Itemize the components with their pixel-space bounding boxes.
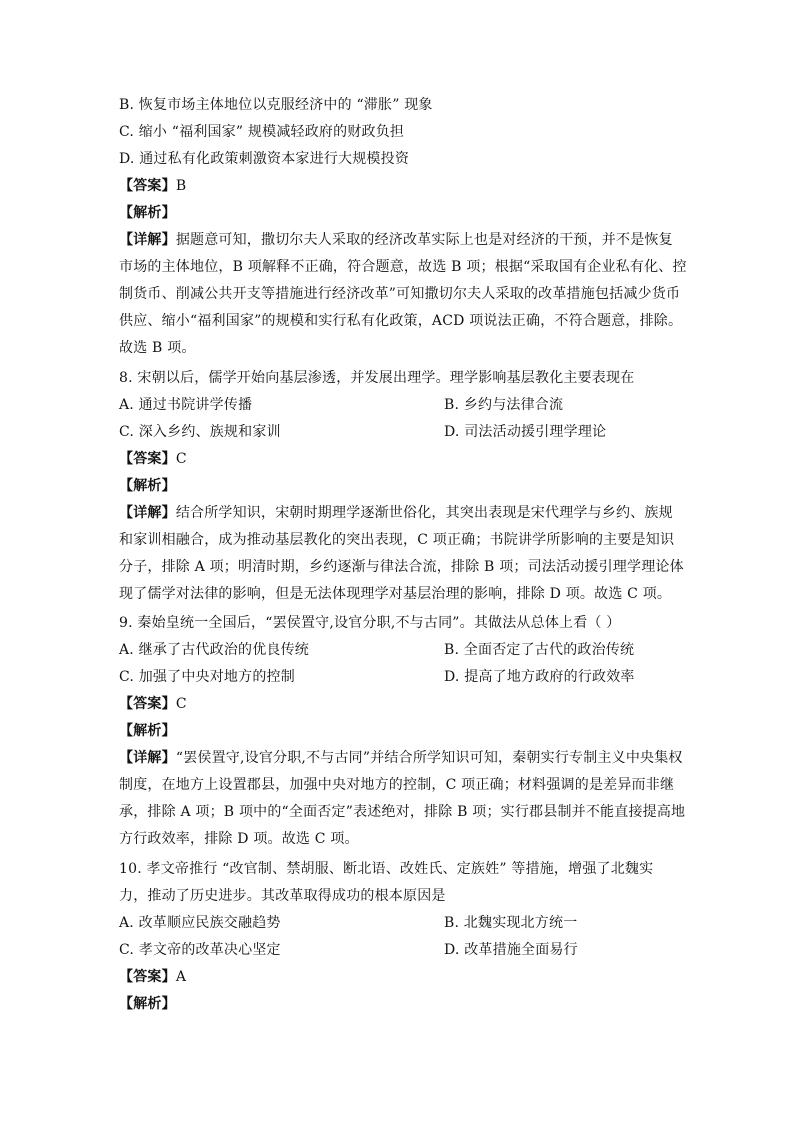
q8-option-d: D. 司法活动援引理学理论 — [444, 424, 607, 440]
detail-label: 【详解】 — [119, 505, 176, 521]
q8-option-a: A. 通过书院讲学传播 — [119, 397, 253, 413]
q9-analysis-label: 【解析】 — [119, 723, 176, 739]
q10-option-c: C. 孝文帝的改革决心坚定 — [119, 942, 281, 958]
answer-label: 【答案】 — [119, 178, 176, 194]
q7-detail-line: 制货币、削减公共开支等措施进行经济改革”可知撒切尔夫人采取的改革措施包括减少货币 — [119, 286, 681, 302]
answer-label: 【答案】 — [119, 451, 176, 467]
q10-analysis-label: 【解析】 — [119, 996, 176, 1012]
q10-option-d: D. 改革措施全面易行 — [444, 942, 578, 958]
q8-option-c: C. 深入乡约、族规和家训 — [119, 424, 281, 440]
detail-text: 据题意可知，撒切尔夫人采取的经济改革实际上也是对经济的干预，并不是恢复 — [175, 232, 673, 248]
q10-stem-line: 力，推动了历史进步。其改革取得成功的根本原因是 — [119, 888, 446, 904]
answer-label: 【答案】 — [119, 969, 176, 985]
q7-detail-line: 供应、缩小“福利国家”的规模和实行私有化政策，ACD 项说法正确，不符合题意，排除。 — [119, 313, 683, 329]
q8-detail-line: 分子，排除 A 项；明清时期，乡约逐渐与律法合流，排除 B 项；司法活动援引理学理论体 — [119, 559, 684, 575]
q8-detail-line: 现了儒学对法律的影响，但是无法体现理学对基层治理的影响，排除 D 项。故选 C 项。 — [119, 586, 672, 602]
answer-label: 【答案】 — [119, 696, 176, 712]
q9-option-c: C. 加强了中央对地方的控制 — [119, 669, 295, 685]
answer-value: C — [175, 451, 187, 467]
q7-option-c: C. 缩小 “福利国家” 规模减轻政府的财政负担 — [119, 124, 405, 140]
answer-value: A — [175, 969, 187, 985]
detail-label: 【详解】 — [119, 232, 176, 248]
q8-option-b: B. 乡约与法律合流 — [444, 397, 564, 413]
q7-detail-line — [119, 230, 673, 250]
answer-value: C — [175, 696, 187, 712]
q10-option-b: B. 北魏实现北方统一 — [444, 915, 578, 931]
q9-detail-line — [119, 748, 683, 768]
q7-option-d: D. 通过私有化政策刺激资本家进行大规模投资 — [119, 151, 410, 167]
q10-option-a: A. 改革顺应民族交融趋势 — [119, 915, 281, 931]
q8-answer — [119, 449, 187, 469]
q7-option-b: B. 恢复市场主体地位以克服经济中的 “滞胀” 现象 — [119, 97, 433, 113]
q7-detail-line: 故选 B 项。 — [119, 340, 196, 356]
q7-answer — [119, 176, 186, 196]
q9-option-a: A. 继承了古代政治的优良传统 — [119, 642, 310, 658]
q10-stem-line: 10. 孝文帝推行 “改官制、禁胡服、断北语、改姓氏、定族姓” 等措施，增强了北魏实 — [119, 861, 654, 877]
q9-detail-line: 承，排除 A 项；B 项中的“全面否定”表述绝对，排除 B 项；实行郡县制并不能直接提高地 — [119, 804, 686, 820]
q9-stem: 9. 秦始皇统一全国后，“罢侯置守,设官分职,不与古同”。其做法从总体上看（ ） — [119, 615, 621, 631]
q7-detail-line: 市场的主体地位，B 项解释不正确，符合题意，故选 B 项；根据“采取国有企业私有化、控 — [119, 259, 687, 275]
q9-option-b: B. 全面否定了古代的政治传统 — [444, 642, 635, 658]
q9-detail-line: 方行政效率，排除 D 项。故选 C 项。 — [119, 831, 359, 847]
q9-option-d: D. 提高了地方政府的行政效率 — [444, 669, 635, 685]
detail-text: 结合所学知识，宋朝时期理学逐渐世俗化，其突出表现是宋代理学与乡约、族规 — [175, 505, 673, 521]
q9-detail-line: 制度，在地方上设置郡县，加强中央对地方的控制，C 项正确；材料强调的是差异而非继 — [119, 777, 675, 793]
q7-analysis-label: 【解析】 — [119, 205, 176, 221]
q8-detail-line: 和家训相融合，成为推动基层教化的突出表现，C 项正确；书院讲学所影响的主要是知识 — [119, 532, 675, 548]
q8-stem: 8. 宋朝以后，儒学开始向基层渗透，并发展出理学。理学影响基层教化主要表现在 — [119, 370, 635, 386]
q8-detail-line — [119, 503, 673, 523]
detail-label: 【详解】 — [119, 750, 176, 766]
q8-options-row-1 — [119, 395, 252, 415]
q8-analysis-label: 【解析】 — [119, 478, 176, 494]
q9-answer — [119, 694, 187, 714]
q10-answer — [119, 967, 186, 987]
detail-text: “罢侯置守,设官分职,不与古同”并结合所学知识可知，秦朝实行专制主义中央集权 — [175, 750, 683, 766]
answer-value: B — [175, 178, 187, 194]
